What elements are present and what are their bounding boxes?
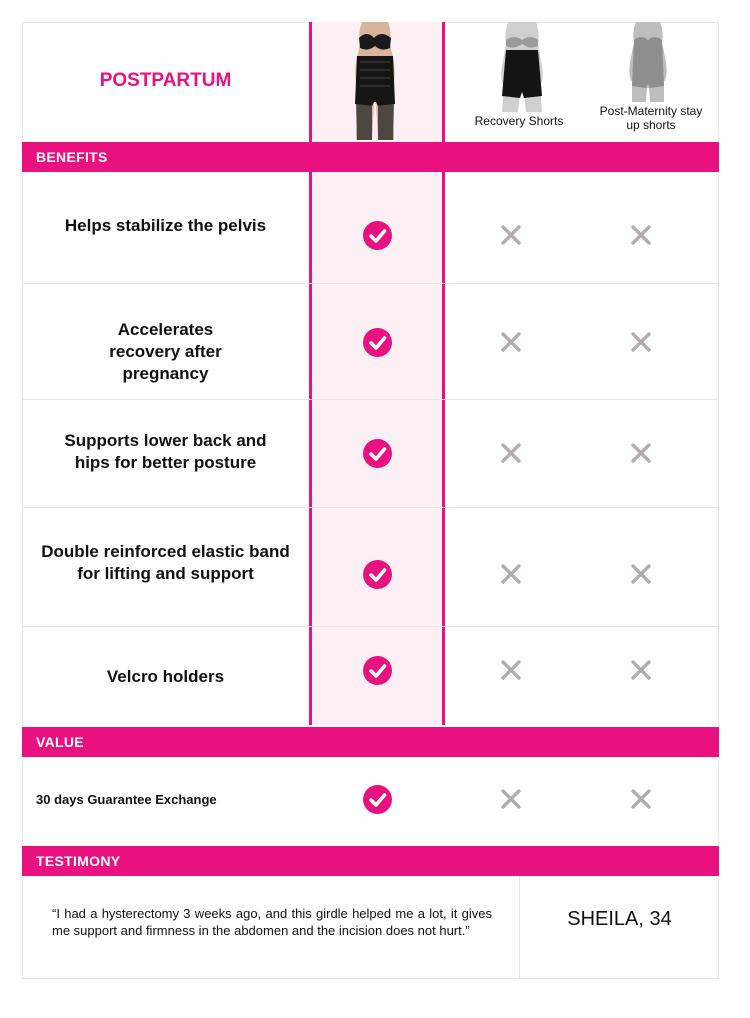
recovery-shorts-image: [494, 22, 550, 112]
x-mark-icon: [500, 563, 522, 585]
section-header-benefits: BENEFITS: [22, 142, 719, 172]
product-label-stay-up-shorts: Post-Maternity stay up shorts: [599, 104, 703, 132]
row-divider: [22, 283, 719, 284]
check-circle-icon: [363, 328, 392, 357]
x-mark-icon: [500, 442, 522, 464]
check-circle-icon: [363, 221, 392, 250]
benefit-label: Accelerates recovery after pregnancy: [109, 320, 222, 383]
row-divider: [22, 626, 719, 627]
benefit-label: Velcro holders: [106, 667, 225, 686]
check-circle-icon: [363, 439, 392, 468]
check-circle-icon: [363, 785, 392, 814]
benefit-label: Double reinforced elastic band for lifting and support: [41, 542, 290, 583]
row-divider: [22, 399, 719, 400]
stay-up-shorts-image: [620, 22, 676, 102]
girdle-product-image: [340, 22, 410, 140]
product-label-recovery-shorts: Recovery Shorts: [474, 114, 564, 128]
value-label: 30 days Guarantee Exchange: [36, 792, 217, 807]
x-mark-icon: [630, 331, 652, 353]
x-mark-icon: [500, 224, 522, 246]
x-mark-icon: [500, 331, 522, 353]
row-divider: [22, 507, 719, 508]
category-title: POSTPARTUM: [99, 70, 232, 91]
section-header-value: VALUE: [22, 727, 719, 757]
x-mark-icon: [630, 659, 652, 681]
x-mark-icon: [630, 563, 652, 585]
x-mark-icon: [500, 659, 522, 681]
x-mark-icon: [630, 442, 652, 464]
x-mark-icon: [630, 788, 652, 810]
x-mark-icon: [500, 788, 522, 810]
check-circle-icon: [363, 656, 392, 685]
benefit-label: Supports lower back and hips for better posture: [64, 431, 267, 472]
check-circle-icon: [363, 560, 392, 589]
testimony-author: SHEILA, 34: [567, 908, 672, 930]
x-mark-icon: [630, 224, 652, 246]
section-header-testimony: TESTIMONY: [22, 846, 719, 876]
benefit-label: Helps stabilize the pelvis: [64, 216, 267, 235]
testimony-quote: “I had a hysterectomy 3 weeks ago, and this girdle helped me a lot, it gives me support and firmness in the abdomen and the incision does not hurt.”: [52, 906, 492, 938]
